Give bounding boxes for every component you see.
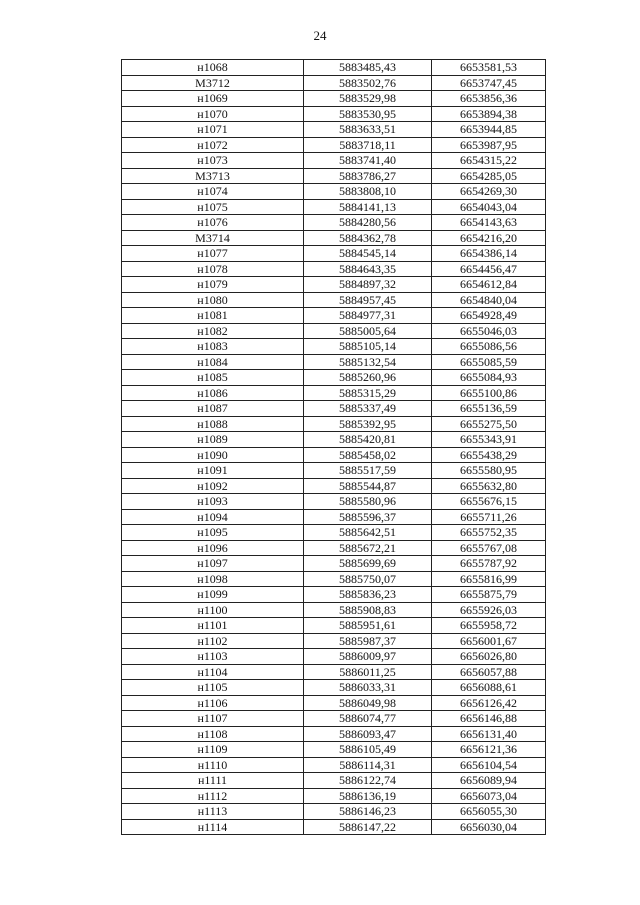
- point-id-cell: н1072: [122, 137, 304, 153]
- point-id-cell: М3713: [122, 168, 304, 184]
- y-coordinate-cell: 6654143,63: [432, 215, 546, 231]
- y-coordinate-cell: 6654315,22: [432, 153, 546, 169]
- table-row: [122, 277, 546, 293]
- point-id-cell: н1101: [122, 618, 304, 634]
- x-coordinate-cell: 5885420,81: [304, 432, 432, 448]
- table-row: [122, 556, 546, 572]
- table-row: [122, 137, 546, 153]
- y-coordinate-cell: 6654285,05: [432, 168, 546, 184]
- y-coordinate-cell: 6653856,36: [432, 91, 546, 107]
- point-id-cell: н1071: [122, 122, 304, 138]
- y-coordinate-cell: 6656057,88: [432, 664, 546, 680]
- table-row: [122, 230, 546, 246]
- point-id-cell: н1088: [122, 416, 304, 432]
- table-row: [122, 447, 546, 463]
- x-coordinate-cell: 5886105,49: [304, 742, 432, 758]
- point-id-cell: н1077: [122, 246, 304, 262]
- y-coordinate-cell: 6655100,86: [432, 385, 546, 401]
- table-row: [122, 401, 546, 417]
- x-coordinate-cell: 5886093,47: [304, 726, 432, 742]
- point-id-cell: н1114: [122, 819, 304, 835]
- x-coordinate-cell: 5883502,76: [304, 75, 432, 91]
- point-id-cell: н1109: [122, 742, 304, 758]
- table-row: [122, 711, 546, 727]
- y-coordinate-cell: 6656131,40: [432, 726, 546, 742]
- x-coordinate-cell: 5885642,51: [304, 525, 432, 541]
- point-id-cell: н1097: [122, 556, 304, 572]
- table-row: [122, 385, 546, 401]
- y-coordinate-cell: 6654840,04: [432, 292, 546, 308]
- y-coordinate-cell: 6653987,95: [432, 137, 546, 153]
- point-id-cell: н1078: [122, 261, 304, 277]
- x-coordinate-cell: 5884957,45: [304, 292, 432, 308]
- point-id-cell: н1111: [122, 773, 304, 789]
- table-row: [122, 788, 546, 804]
- x-coordinate-cell: 5886009,97: [304, 649, 432, 665]
- table-row: [122, 649, 546, 665]
- table-row: [122, 819, 546, 835]
- point-id-cell: н1076: [122, 215, 304, 231]
- point-id-cell: н1068: [122, 60, 304, 76]
- table-row: [122, 339, 546, 355]
- x-coordinate-cell: 5885908,83: [304, 602, 432, 618]
- y-coordinate-cell: 6656104,54: [432, 757, 546, 773]
- table-row: [122, 695, 546, 711]
- x-coordinate-cell: 5886136,19: [304, 788, 432, 804]
- y-coordinate-cell: 6655438,29: [432, 447, 546, 463]
- table-row: [122, 122, 546, 138]
- y-coordinate-cell: 6654456,47: [432, 261, 546, 277]
- table-row: [122, 587, 546, 603]
- y-coordinate-cell: 6656146,88: [432, 711, 546, 727]
- point-id-cell: М3714: [122, 230, 304, 246]
- x-coordinate-cell: 5885392,95: [304, 416, 432, 432]
- x-coordinate-cell: 5886146,23: [304, 804, 432, 820]
- y-coordinate-cell: 6655343,91: [432, 432, 546, 448]
- x-coordinate-cell: 5885315,29: [304, 385, 432, 401]
- point-id-cell: н1074: [122, 184, 304, 200]
- point-id-cell: н1104: [122, 664, 304, 680]
- coordinates-table: [121, 59, 546, 835]
- x-coordinate-cell: 5885596,37: [304, 509, 432, 525]
- x-coordinate-cell: 5885260,96: [304, 370, 432, 386]
- x-coordinate-cell: 5884280,56: [304, 215, 432, 231]
- x-coordinate-cell: 5884362,78: [304, 230, 432, 246]
- point-id-cell: н1069: [122, 91, 304, 107]
- point-id-cell: н1081: [122, 308, 304, 324]
- x-coordinate-cell: 5886147,22: [304, 819, 432, 835]
- table-row: [122, 509, 546, 525]
- y-coordinate-cell: 6655816,99: [432, 571, 546, 587]
- point-id-cell: н1103: [122, 649, 304, 665]
- table-row: [122, 664, 546, 680]
- point-id-cell: н1086: [122, 385, 304, 401]
- x-coordinate-cell: 5886114,31: [304, 757, 432, 773]
- table-row: [122, 478, 546, 494]
- x-coordinate-cell: 5883485,43: [304, 60, 432, 76]
- table-row: [122, 153, 546, 169]
- point-id-cell: н1089: [122, 432, 304, 448]
- y-coordinate-cell: 6654612,84: [432, 277, 546, 293]
- x-coordinate-cell: 5885337,49: [304, 401, 432, 417]
- y-coordinate-cell: 6656030,04: [432, 819, 546, 835]
- point-id-cell: н1079: [122, 277, 304, 293]
- y-coordinate-cell: 6656126,42: [432, 695, 546, 711]
- y-coordinate-cell: 6655046,03: [432, 323, 546, 339]
- table-row: [122, 726, 546, 742]
- table-row: [122, 370, 546, 386]
- y-coordinate-cell: 6655086,56: [432, 339, 546, 355]
- y-coordinate-cell: 6654043,04: [432, 199, 546, 215]
- y-coordinate-cell: 6654216,20: [432, 230, 546, 246]
- x-coordinate-cell: 5885672,21: [304, 540, 432, 556]
- point-id-cell: н1102: [122, 633, 304, 649]
- table-row: [122, 773, 546, 789]
- x-coordinate-cell: 5885105,14: [304, 339, 432, 355]
- table-row: [122, 633, 546, 649]
- table-row: [122, 246, 546, 262]
- y-coordinate-cell: 6655711,26: [432, 509, 546, 525]
- x-coordinate-cell: 5885987,37: [304, 633, 432, 649]
- y-coordinate-cell: 6653894,38: [432, 106, 546, 122]
- x-coordinate-cell: 5886122,74: [304, 773, 432, 789]
- x-coordinate-cell: 5883786,27: [304, 168, 432, 184]
- point-id-cell: н1090: [122, 447, 304, 463]
- table-row: [122, 323, 546, 339]
- page-number: 24: [313, 28, 327, 43]
- point-id-cell: н1110: [122, 757, 304, 773]
- table-row: [122, 804, 546, 820]
- point-id-cell: н1100: [122, 602, 304, 618]
- y-coordinate-cell: 6655926,03: [432, 602, 546, 618]
- point-id-cell: н1107: [122, 711, 304, 727]
- point-id-cell: н1082: [122, 323, 304, 339]
- y-coordinate-cell: 6655084,93: [432, 370, 546, 386]
- x-coordinate-cell: 5886074,77: [304, 711, 432, 727]
- x-coordinate-cell: 5883529,98: [304, 91, 432, 107]
- table-row: [122, 215, 546, 231]
- point-id-cell: н1105: [122, 680, 304, 696]
- y-coordinate-cell: 6655958,72: [432, 618, 546, 634]
- table-row: [122, 75, 546, 91]
- point-id-cell: н1070: [122, 106, 304, 122]
- y-coordinate-cell: 6655580,95: [432, 463, 546, 479]
- table-row: [122, 432, 546, 448]
- table-row: [122, 199, 546, 215]
- point-id-cell: н1099: [122, 587, 304, 603]
- table-row: [122, 168, 546, 184]
- x-coordinate-cell: 5885580,96: [304, 494, 432, 510]
- point-id-cell: М3712: [122, 75, 304, 91]
- x-coordinate-cell: 5885699,69: [304, 556, 432, 572]
- table-row: [122, 494, 546, 510]
- y-coordinate-cell: 6654269,30: [432, 184, 546, 200]
- x-coordinate-cell: 5886033,31: [304, 680, 432, 696]
- y-coordinate-cell: 6655787,92: [432, 556, 546, 572]
- y-coordinate-cell: 6654386,14: [432, 246, 546, 262]
- x-coordinate-cell: 5885951,61: [304, 618, 432, 634]
- point-id-cell: н1091: [122, 463, 304, 479]
- point-id-cell: н1073: [122, 153, 304, 169]
- x-coordinate-cell: 5886049,98: [304, 695, 432, 711]
- table-row: [122, 106, 546, 122]
- table-row: [122, 742, 546, 758]
- y-coordinate-cell: 6655085,59: [432, 354, 546, 370]
- y-coordinate-cell: 6656089,94: [432, 773, 546, 789]
- table-row: [122, 354, 546, 370]
- table-row: [122, 602, 546, 618]
- x-coordinate-cell: 5884977,31: [304, 308, 432, 324]
- x-coordinate-cell: 5885544,87: [304, 478, 432, 494]
- x-coordinate-cell: 5885458,02: [304, 447, 432, 463]
- x-coordinate-cell: 5883808,10: [304, 184, 432, 200]
- point-id-cell: н1096: [122, 540, 304, 556]
- x-coordinate-cell: 5883718,11: [304, 137, 432, 153]
- y-coordinate-cell: 6655275,50: [432, 416, 546, 432]
- y-coordinate-cell: 6655676,15: [432, 494, 546, 510]
- x-coordinate-cell: 5884643,35: [304, 261, 432, 277]
- point-id-cell: н1075: [122, 199, 304, 215]
- x-coordinate-cell: 5883633,51: [304, 122, 432, 138]
- point-id-cell: н1098: [122, 571, 304, 587]
- point-id-cell: н1093: [122, 494, 304, 510]
- table-row: [122, 60, 546, 76]
- coordinates-table-body: [122, 60, 546, 835]
- point-id-cell: н1106: [122, 695, 304, 711]
- table-row: [122, 261, 546, 277]
- y-coordinate-cell: 6655875,79: [432, 587, 546, 603]
- table-row: [122, 308, 546, 324]
- x-coordinate-cell: 5885836,23: [304, 587, 432, 603]
- point-id-cell: н1112: [122, 788, 304, 804]
- point-id-cell: н1095: [122, 525, 304, 541]
- point-id-cell: н1083: [122, 339, 304, 355]
- table-row: [122, 571, 546, 587]
- y-coordinate-cell: 6653581,53: [432, 60, 546, 76]
- y-coordinate-cell: 6656001,67: [432, 633, 546, 649]
- point-id-cell: н1092: [122, 478, 304, 494]
- point-id-cell: н1085: [122, 370, 304, 386]
- point-id-cell: н1087: [122, 401, 304, 417]
- x-coordinate-cell: 5885750,07: [304, 571, 432, 587]
- x-coordinate-cell: 5886011,25: [304, 664, 432, 680]
- y-coordinate-cell: 6655632,80: [432, 478, 546, 494]
- y-coordinate-cell: 6656088,61: [432, 680, 546, 696]
- point-id-cell: н1084: [122, 354, 304, 370]
- y-coordinate-cell: 6656121,36: [432, 742, 546, 758]
- y-coordinate-cell: 6653747,45: [432, 75, 546, 91]
- x-coordinate-cell: 5885005,64: [304, 323, 432, 339]
- x-coordinate-cell: 5884141,13: [304, 199, 432, 215]
- y-coordinate-cell: 6655136,59: [432, 401, 546, 417]
- table-row: [122, 618, 546, 634]
- table-row: [122, 416, 546, 432]
- y-coordinate-cell: 6656055,30: [432, 804, 546, 820]
- table-row: [122, 463, 546, 479]
- x-coordinate-cell: 5883741,40: [304, 153, 432, 169]
- table-row: [122, 680, 546, 696]
- table-row: [122, 540, 546, 556]
- y-coordinate-cell: 6655752,35: [432, 525, 546, 541]
- table-row: [122, 525, 546, 541]
- point-id-cell: н1094: [122, 509, 304, 525]
- table-row: [122, 292, 546, 308]
- point-id-cell: н1108: [122, 726, 304, 742]
- x-coordinate-cell: 5883530,95: [304, 106, 432, 122]
- y-coordinate-cell: 6656073,04: [432, 788, 546, 804]
- y-coordinate-cell: 6656026,80: [432, 649, 546, 665]
- x-coordinate-cell: 5884545,14: [304, 246, 432, 262]
- table-row: [122, 91, 546, 107]
- x-coordinate-cell: 5885517,59: [304, 463, 432, 479]
- table-row: [122, 757, 546, 773]
- y-coordinate-cell: 6653944,85: [432, 122, 546, 138]
- x-coordinate-cell: 5885132,54: [304, 354, 432, 370]
- point-id-cell: н1113: [122, 804, 304, 820]
- table-row: [122, 184, 546, 200]
- x-coordinate-cell: 5884897,32: [304, 277, 432, 293]
- y-coordinate-cell: 6654928,49: [432, 308, 546, 324]
- y-coordinate-cell: 6655767,08: [432, 540, 546, 556]
- point-id-cell: н1080: [122, 292, 304, 308]
